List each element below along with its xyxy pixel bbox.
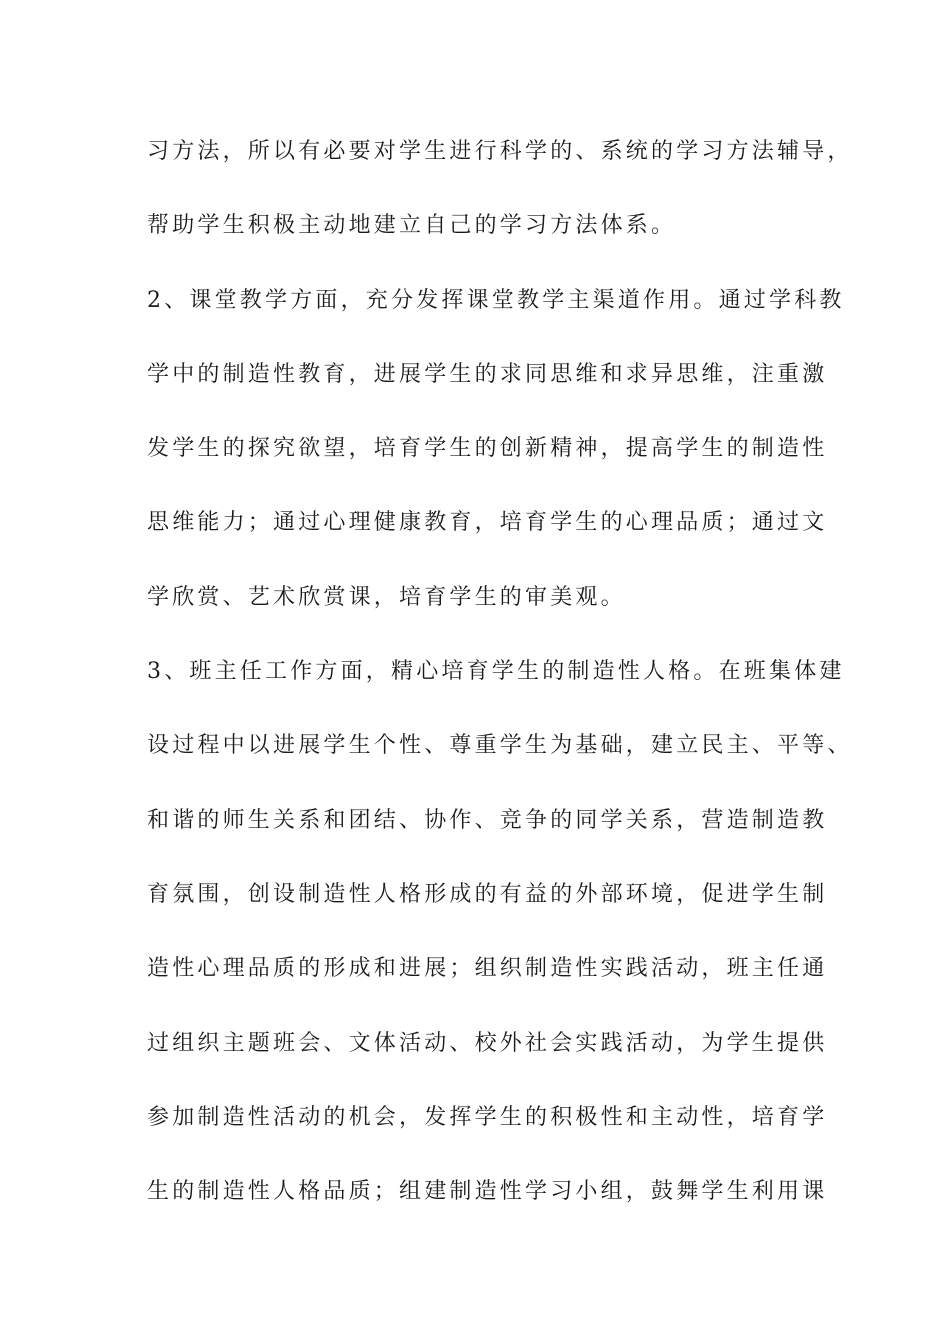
text-line: 3、班主任工作方面，精心培育学生的制造性人格。在班集体建	[147, 659, 845, 685]
body-text	[147, 122, 853, 1236]
text-line: 育氛围，创设制造性人格形成的有益的外部环境，促进学生制	[147, 881, 828, 907]
text-line: 学中的制造性教育，进展学生的求同思维和求异思维，注重激	[147, 361, 828, 387]
text-line: 参加制造性活动的机会，发挥学生的积极性和主动性，培育学	[147, 1104, 828, 1130]
text-line: 学欣赏、艺术欣赏课，培育学生的审美观。	[147, 584, 626, 610]
text-line: 过组织主题班会、文体活动、校外社会实践活动，为学生提供	[147, 1030, 828, 1056]
text-line: 帮助学生积极主动地建立自己的学习方法体系。	[147, 213, 677, 239]
text-line: 思维能力；通过心理健康教育，培育学生的心理品质；通过文	[147, 510, 828, 536]
text-line: 设过程中以进展学生个性、尊重学生为基础，建立民主、平等、	[147, 733, 853, 759]
text-line: 和谐的师生关系和团结、协作、竞争的同学关系，营造制造教	[147, 807, 828, 833]
text-line: 习方法，所以有必要对学生进行科学的、系统的学习方法辅导，	[147, 139, 853, 164]
text-line: 生的制造性人格品质；组建制造性学习小组，鼓舞学生利用课	[147, 1179, 828, 1205]
text-line: 发学生的探究欲望，培育学生的创新精神，提高学生的制造性	[147, 436, 828, 462]
text-line: 2、课堂教学方面，充分发挥课堂教学主渠道作用。通过学科教	[147, 287, 845, 313]
text-line: 造性心理品质的形成和进展；组织制造性实践活动，班主任通	[147, 956, 828, 982]
